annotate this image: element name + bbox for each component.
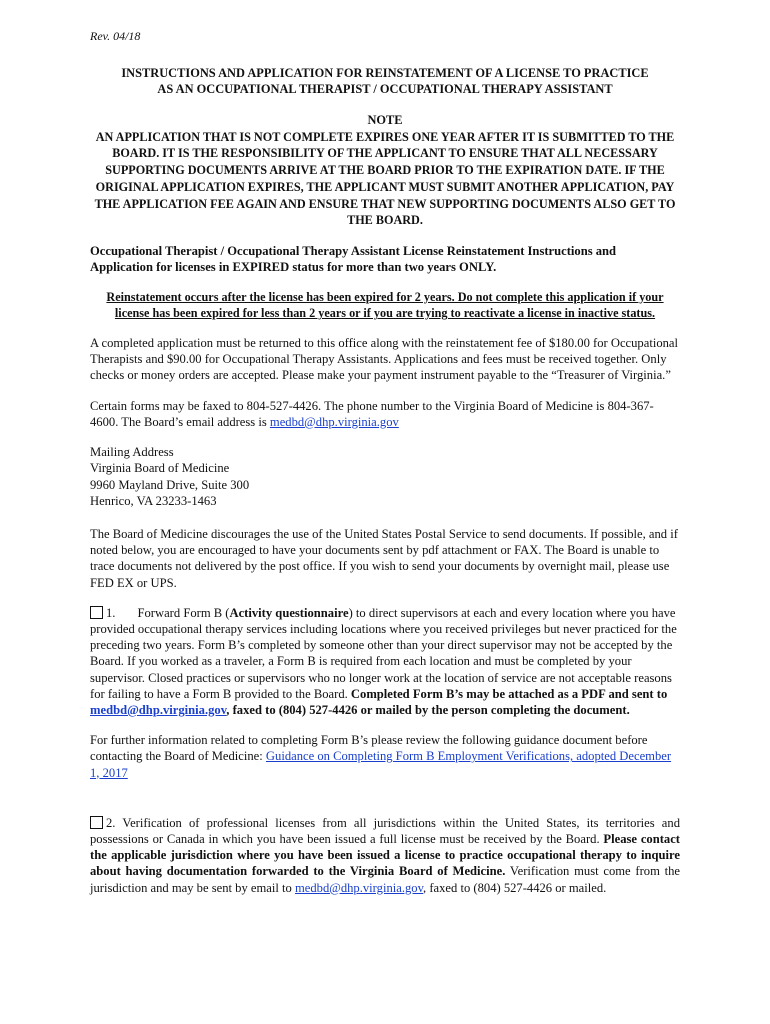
item-2-checkbox[interactable] bbox=[90, 816, 103, 829]
item-1-number: 1. bbox=[106, 605, 116, 620]
board-email-link[interactable]: medbd@dhp.virginia.gov bbox=[269, 414, 399, 429]
document-title bbox=[90, 66, 680, 97]
item-2-body: Verification of professional licenses from all jurisdictions within the United States, its territories and possessions or Canada in which you have been issued a full license must be received by the Board. bbox=[90, 815, 680, 846]
note-text: AN APPLICATION THAT IS NOT COMPLETE EXPIRES ONE YEAR AFTER IT IS SUBMITTED TO THE BOARD. IT IS THE RESPONSIBILITY OF THE APPLICANT TO ENSURE THAT ALL NECESSARY SUPPORTING DOCUMENTS ARRIVE AT THE BOARD PRIOR TO THE EXPIRATION DATE. IF THE ORIGINAL APPLICATION EXPIRES, THE APPLICANT MUST SUBMIT ANOTHER APPLICATION, PAY THE APPLICATION FEE AGAIN AND ENSURE THAT NEW SUPPORTING DOCUMENTS ALSO GET TO THE BOARD. bbox=[94, 129, 676, 228]
reinstatement-notice: Reinstatement occurs after the license has been expired for 2 years. Do not complete this application if your license has been expired for less than 2 years or if you are trying to reactivate a license in inactive status. bbox=[106, 289, 664, 321]
mailing-address-line-2: 9960 Mayland Drive, Suite 300 bbox=[90, 477, 250, 492]
spacer bbox=[90, 795, 680, 815]
contact-paragraph bbox=[90, 398, 680, 430]
item-1-bold-term: Activity questionnaire bbox=[229, 605, 349, 620]
item-1-lead: Forward Form B ( bbox=[137, 605, 230, 620]
title-line-1: INSTRUCTIONS AND APPLICATION FOR REINSTATEMENT OF A LICENSE TO PRACTICE bbox=[121, 66, 649, 81]
item-2-email-link[interactable]: medbd@dhp.virginia.gov bbox=[294, 880, 424, 895]
item-1-email-link[interactable]: medbd@dhp.virginia.gov bbox=[90, 702, 227, 717]
mailing-address-line-3: Henrico, VA 23233-1463 bbox=[90, 494, 217, 509]
item-1-bold-tail-a: Completed Form B’s may be attached as a PDF and sent to bbox=[350, 686, 668, 701]
mailing-address-line-1: Virginia Board of Medicine bbox=[90, 461, 230, 476]
mailing-address-heading: Mailing Address bbox=[90, 444, 174, 459]
revision-label: Rev. 04/18 bbox=[90, 29, 141, 43]
item-2-tail-a: Verification must come from the jurisdiction and may be sent by email to bbox=[90, 864, 681, 895]
guidance-paragraph bbox=[90, 732, 680, 781]
note-heading: NOTE bbox=[367, 113, 403, 128]
document-page bbox=[90, 28, 680, 910]
instruction-item-2 bbox=[90, 815, 680, 896]
guidance-link[interactable]: Guidance on Completing Form B Employment Verifications, adopted December 1, 2017 bbox=[90, 749, 672, 780]
fee-paragraph: A completed application must be returned to this office along with the reinstatement fee of $180.00 for Occupational Therapists and $90.00 for Occupational Therapy Assistants. Applications and fees must be received together. Only checks or money orders are accepted. Please make your payment instrument payable to the “Treasurer of Virginia.” bbox=[90, 335, 679, 383]
item-1-checkbox[interactable] bbox=[90, 606, 103, 619]
item-1-bold-tail-b: , faxed to (804) 527-4426 or mailed by the person completing the document. bbox=[226, 702, 630, 717]
item-2-tail-b: , faxed to (804) 527-4426 or mailed. bbox=[423, 880, 607, 895]
item-2-bold: Please contact the applicable jurisdiction where you have been issued a license to practice occupational therapy to inquire about having documentation forwarded to the Virginia Board of Medicine. bbox=[90, 831, 680, 879]
mailing-address bbox=[90, 444, 680, 510]
title-line-2: AS AN OCCUPATIONAL THERAPIST / OCCUPATIONAL THERAPY ASSISTANT bbox=[157, 81, 613, 96]
contact-text: Certain forms may be faxed to 804-527-4426. The phone number to the Virginia Board of Medicine is 804-367-4600. The Board’s email address is bbox=[90, 398, 654, 429]
reinstatement-subheading: Occupational Therapist / Occupational Therapy Assistant License Reinstatement Instructions and Application for licenses in EXPIRED status for more than two years ONLY. bbox=[90, 243, 617, 275]
instruction-item-1 bbox=[90, 605, 680, 718]
item-1-body: ) to direct supervisors at each and every location where you have provided occupational therapy services including locations where you received privileges but never practiced for the preceding two years. Form B’s completed by someone other than your direct supervisor may not be accepted by the Board. If you worked as a traveler, a Form B is required from each location and must be completed by your supervisor. Closed practices or supervisors who no longer work at the location of service are not acceptable reasons for failing to have a Form B provided to the Board. bbox=[90, 605, 677, 701]
guidance-text: For further information related to completing Form B’s please review the following guidance document before contacting the Board of Medicine: bbox=[90, 733, 648, 764]
postal-paragraph: The Board of Medicine discourages the use of the United States Postal Service to send documents. If possible, and if noted below, you are encouraged to have your documents sent by pdf attachment or FAX. The Board is unable to trace documents not delivered by the post office. If you wish to send your documents by overnight mail, please use FED EX or UPS. bbox=[90, 526, 678, 590]
item-2-number: 2. bbox=[106, 815, 116, 830]
